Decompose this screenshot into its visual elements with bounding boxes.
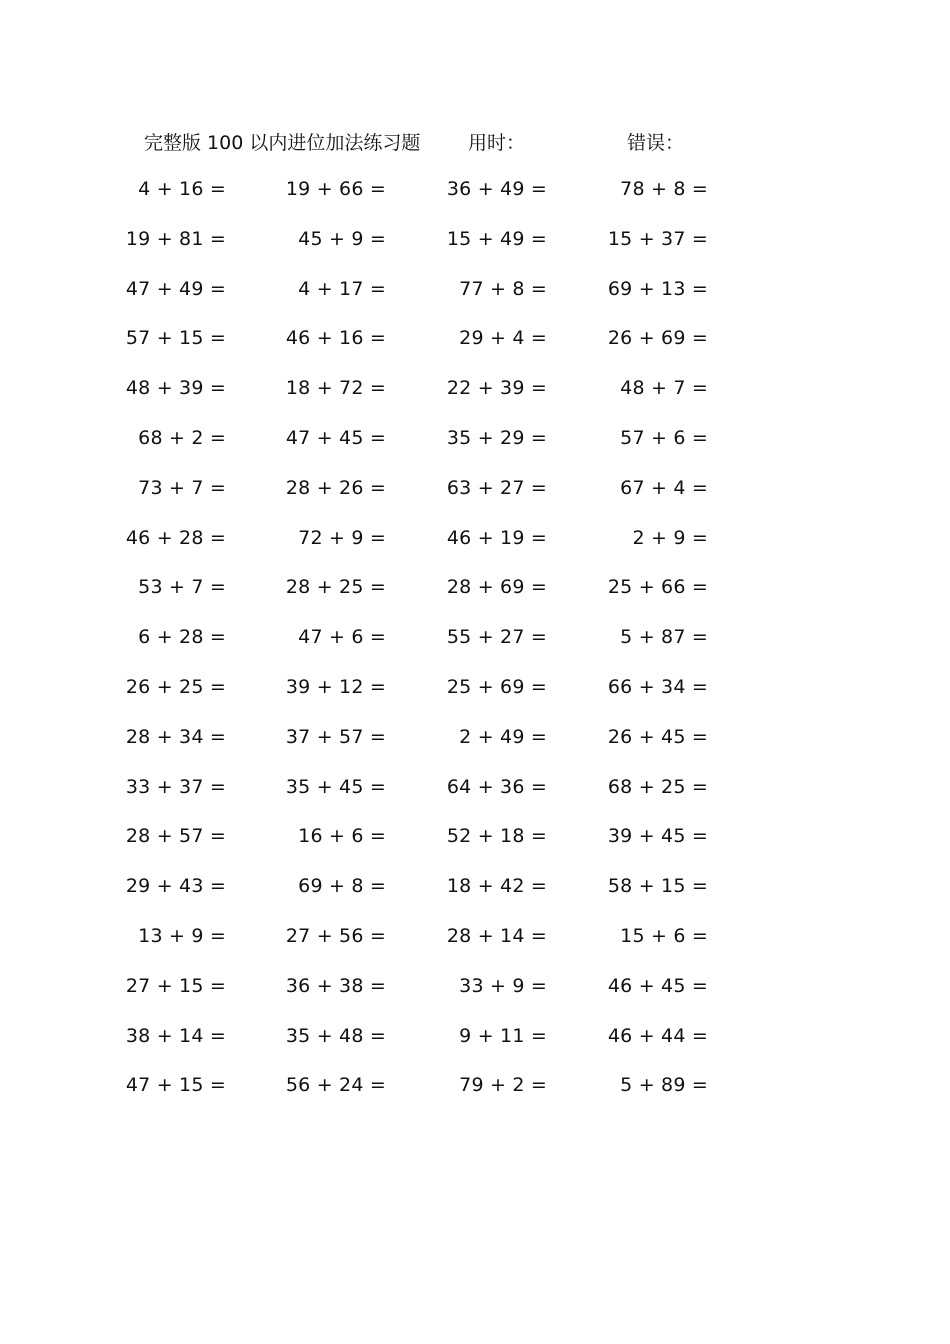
problem-row [0, 521, 950, 571]
problem-item: 47 + 45 = [285, 426, 386, 449]
problem-item: 35 + 45 = [285, 775, 386, 798]
problem-row [0, 1068, 950, 1118]
problem-item: 35 + 48 = [285, 1024, 386, 1047]
problem-item: 79 + 2 = [459, 1074, 547, 1097]
problem-item: 48 + 39 = [125, 377, 226, 400]
problem-item: 55 + 27 = [446, 626, 547, 649]
problem-row [0, 222, 950, 272]
problem-item: 27 + 15 = [125, 974, 226, 997]
problem-item: 47 + 49 = [125, 277, 226, 300]
problem-row [0, 869, 950, 919]
problem-item: 28 + 34 = [125, 725, 226, 748]
problem-item: 26 + 69 = [607, 327, 708, 350]
problem-item: 2 + 9 = [632, 526, 708, 549]
problem-item: 77 + 8 = [459, 277, 547, 300]
problem-row [0, 1019, 950, 1069]
problem-item: 58 + 15 = [607, 875, 708, 898]
errors-label: 错误： [627, 132, 685, 154]
problem-row [0, 969, 950, 1019]
problem-row [0, 321, 950, 371]
problem-grid [0, 172, 950, 1118]
problem-item: 28 + 14 = [446, 924, 547, 947]
problem-item: 5 + 89 = [620, 1074, 708, 1097]
problem-item: 27 + 56 = [285, 924, 386, 947]
worksheet-title: 完整版 100 以内进位加法练习题 [144, 132, 421, 154]
problem-item: 68 + 25 = [607, 775, 708, 798]
problem-item: 46 + 28 = [125, 526, 226, 549]
problem-item: 56 + 24 = [285, 1074, 386, 1097]
problem-item: 9 + 11 = [459, 1024, 547, 1047]
problem-item: 69 + 8 = [298, 875, 386, 898]
problem-row [0, 919, 950, 969]
problem-item: 4 + 17 = [298, 277, 386, 300]
problem-item: 19 + 66 = [285, 178, 386, 200]
problem-item: 2 + 49 = [459, 725, 547, 748]
problem-item: 73 + 7 = [138, 476, 226, 499]
problem-item: 52 + 18 = [446, 825, 547, 848]
problem-item: 36 + 49 = [446, 178, 547, 200]
problem-row [0, 272, 950, 322]
problem-item: 68 + 2 = [138, 426, 226, 449]
problem-item: 39 + 45 = [607, 825, 708, 848]
problem-item: 5 + 87 = [620, 626, 708, 649]
problem-item: 15 + 6 = [620, 924, 708, 947]
problem-item: 46 + 19 = [446, 526, 547, 549]
problem-item: 46 + 16 = [285, 327, 386, 350]
problem-item: 57 + 6 = [620, 426, 708, 449]
problem-item: 63 + 27 = [446, 476, 547, 499]
problem-row [0, 670, 950, 720]
problem-item: 29 + 43 = [125, 875, 226, 898]
problem-item: 46 + 45 = [607, 974, 708, 997]
problem-row [0, 770, 950, 820]
problem-item: 47 + 15 = [125, 1074, 226, 1097]
problem-item: 4 + 16 = [138, 178, 226, 200]
problem-item: 33 + 9 = [459, 974, 547, 997]
problem-item: 28 + 26 = [285, 476, 386, 499]
problem-item: 64 + 36 = [446, 775, 547, 798]
problem-item: 13 + 9 = [138, 924, 226, 947]
problem-item: 53 + 7 = [138, 576, 226, 599]
problem-item: 6 + 28 = [138, 626, 226, 649]
problem-item: 48 + 7 = [620, 377, 708, 400]
problem-item: 28 + 25 = [285, 576, 386, 599]
problem-item: 78 + 8 = [620, 178, 708, 200]
problem-item: 57 + 15 = [125, 327, 226, 350]
problem-item: 18 + 42 = [446, 875, 547, 898]
problem-row [0, 471, 950, 521]
problem-row [0, 421, 950, 471]
problem-item: 39 + 12 = [285, 675, 386, 698]
problem-item: 19 + 81 = [125, 227, 226, 250]
problem-item: 26 + 45 = [607, 725, 708, 748]
problem-item: 28 + 57 = [125, 825, 226, 848]
problem-item: 45 + 9 = [298, 227, 386, 250]
problem-row [0, 371, 950, 421]
problem-row [0, 620, 950, 670]
problem-item: 28 + 69 = [446, 576, 547, 599]
problem-item: 15 + 49 = [446, 227, 547, 250]
problem-item: 16 + 6 = [298, 825, 386, 848]
problem-item: 18 + 72 = [285, 377, 386, 400]
problem-row [0, 570, 950, 620]
problem-row [0, 172, 950, 222]
problem-item: 67 + 4 = [620, 476, 708, 499]
time-used-label: 用时： [468, 132, 526, 154]
problem-item: 37 + 57 = [285, 725, 386, 748]
problem-item: 29 + 4 = [459, 327, 547, 350]
worksheet-header [0, 128, 950, 158]
problem-item: 15 + 37 = [607, 227, 708, 250]
problem-item: 33 + 37 = [125, 775, 226, 798]
problem-row [0, 819, 950, 869]
problem-item: 66 + 34 = [607, 675, 708, 698]
problem-item: 46 + 44 = [607, 1024, 708, 1047]
problem-item: 22 + 39 = [446, 377, 547, 400]
problem-item: 25 + 69 = [446, 675, 547, 698]
problem-item: 36 + 38 = [285, 974, 386, 997]
problem-item: 26 + 25 = [125, 675, 226, 698]
problem-item: 35 + 29 = [446, 426, 547, 449]
problem-item: 72 + 9 = [298, 526, 386, 549]
problem-item: 47 + 6 = [298, 626, 386, 649]
problem-item: 69 + 13 = [607, 277, 708, 300]
problem-item: 38 + 14 = [125, 1024, 226, 1047]
problem-item: 25 + 66 = [607, 576, 708, 599]
problem-row [0, 720, 950, 770]
